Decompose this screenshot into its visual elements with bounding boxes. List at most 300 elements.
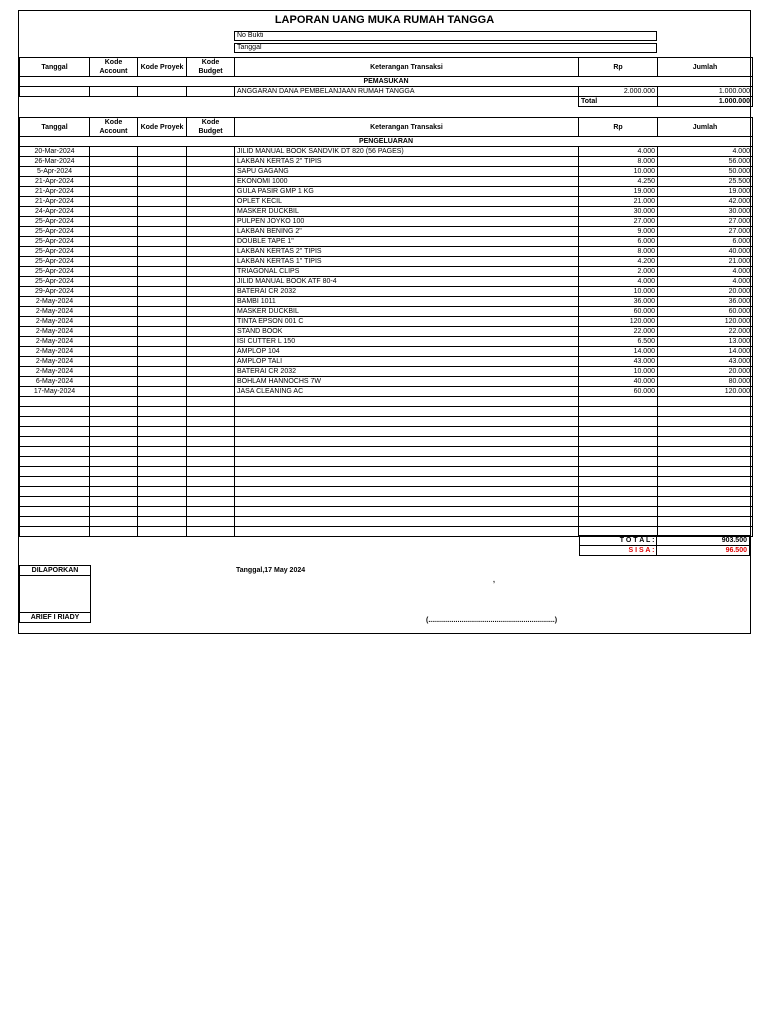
table-row xyxy=(20,387,753,397)
cell-keterangan xyxy=(235,517,579,527)
cell-kode-budget xyxy=(187,157,235,167)
report-sheet xyxy=(18,10,751,634)
table-row xyxy=(20,497,753,507)
cell-keterangan xyxy=(235,487,579,497)
cell-keterangan xyxy=(235,457,579,467)
cell-kode-account xyxy=(90,287,138,297)
signer-name: ARIEF I RIADY xyxy=(20,612,90,622)
table-row xyxy=(20,427,753,437)
table-row xyxy=(20,437,753,447)
cell-tanggal: 25-Apr-2024 xyxy=(20,257,90,267)
cell-kode-account xyxy=(90,157,138,167)
cell-keterangan xyxy=(235,407,579,417)
cell-tanggal xyxy=(20,507,90,517)
cell-kode-proyek xyxy=(138,427,187,437)
cell-keterangan: GULA PASIR GMP 1 KG xyxy=(235,187,579,197)
cell-jumlah: 40.000 xyxy=(658,247,753,257)
cell-kode-budget xyxy=(187,387,235,397)
cell-tanggal xyxy=(20,487,90,497)
cell-kode-proyek xyxy=(138,167,187,177)
cell-rp xyxy=(579,507,658,517)
col-rp: Rp xyxy=(579,118,658,137)
cell-keterangan xyxy=(235,437,579,447)
cell-kode-budget xyxy=(187,507,235,517)
cell-rp xyxy=(579,407,658,417)
cell-tanggal: 25-Apr-2024 xyxy=(20,277,90,287)
cell-kode-proyek xyxy=(138,507,187,517)
cell-kode-account xyxy=(90,447,138,457)
cell-kode-budget xyxy=(187,357,235,367)
table-row xyxy=(20,457,753,467)
cell-kode-proyek xyxy=(138,357,187,367)
cell-tanggal: 2-May-2024 xyxy=(20,327,90,337)
signature-line: (.................................................................) xyxy=(426,617,558,624)
cell-kode-budget xyxy=(187,417,235,427)
cell-kode-proyek xyxy=(138,267,187,277)
cell-tanggal: 21-Apr-2024 xyxy=(20,197,90,207)
cell-kode-budget xyxy=(187,247,235,257)
cell-kode-budget xyxy=(187,267,235,277)
cell-kode-budget xyxy=(187,327,235,337)
cell-keterangan: PULPEN JOYKO 100 xyxy=(235,217,579,227)
cell-kode-proyek xyxy=(138,367,187,377)
cell-tanggal: 2-May-2024 xyxy=(20,337,90,347)
cell-jumlah xyxy=(658,407,753,417)
cell-tanggal xyxy=(20,87,90,97)
cell-kode-proyek xyxy=(138,447,187,457)
cell-kode-account xyxy=(90,167,138,177)
pengeluaran-label: PENGELUARAN xyxy=(20,137,753,147)
cell-jumlah: 27.000 xyxy=(658,227,753,237)
cell-tanggal xyxy=(20,467,90,477)
cell-kode-proyek xyxy=(138,417,187,427)
cell-tanggal: 25-Apr-2024 xyxy=(20,267,90,277)
cell-tanggal xyxy=(20,427,90,437)
cell-tanggal xyxy=(20,477,90,487)
table-row xyxy=(20,357,753,367)
table-row xyxy=(20,267,753,277)
cell-rp: 14.000 xyxy=(579,347,658,357)
cell-jumlah: 4.000 xyxy=(658,277,753,287)
cell-rp: 36.000 xyxy=(579,297,658,307)
cell-rp: 30.000 xyxy=(579,207,658,217)
table-row xyxy=(20,417,753,427)
cell-kode-budget xyxy=(187,517,235,527)
cell-kode-account xyxy=(90,357,138,367)
table-row xyxy=(20,327,753,337)
cell-rp: 6.500 xyxy=(579,337,658,347)
cell-keterangan xyxy=(235,507,579,517)
cell-keterangan: ISI CUTTER L 150 xyxy=(235,337,579,347)
cell-rp: 43.000 xyxy=(579,357,658,367)
cell-kode-account xyxy=(90,467,138,477)
cell-keterangan: BATERAI CR 2032 xyxy=(235,287,579,297)
cell-kode-budget xyxy=(187,467,235,477)
cell-rp: 8.000 xyxy=(579,247,658,257)
cell-kode-budget xyxy=(187,527,235,537)
cell-kode-proyek xyxy=(138,437,187,447)
cell-jumlah: 27.000 xyxy=(658,217,753,227)
cell-rp: 4.200 xyxy=(579,257,658,267)
cell-kode-budget xyxy=(187,447,235,457)
cell-keterangan: BOHLAM HANNOCHS 7W xyxy=(235,377,579,387)
cell-jumlah: 14.000 xyxy=(658,347,753,357)
cell-rp: 27.000 xyxy=(579,217,658,227)
cell-jumlah: 43.000 xyxy=(658,357,753,367)
cell-jumlah: 30.000 xyxy=(658,207,753,217)
sisa-label: S I S A : xyxy=(580,546,657,556)
cell-rp: 10.000 xyxy=(579,287,658,297)
cell-jumlah: 36.000 xyxy=(658,297,753,307)
cell-kode-budget xyxy=(187,227,235,237)
cell-kode-account xyxy=(90,247,138,257)
cell-kode-budget xyxy=(187,477,235,487)
cell-kode-budget xyxy=(187,257,235,267)
cell-kode-account xyxy=(90,317,138,327)
tanggal-field[interactable]: Tanggal xyxy=(234,43,657,53)
cell-jumlah: 4.000 xyxy=(658,267,753,277)
cell-rp: 2.000 xyxy=(579,267,658,277)
cell-kode-budget xyxy=(187,307,235,317)
cell-jumlah xyxy=(658,517,753,527)
cell-rp xyxy=(579,447,658,457)
table-row xyxy=(20,377,753,387)
cell-keterangan: EKONOMI 1000 xyxy=(235,177,579,187)
cell-keterangan: MASKER DUCKBIL xyxy=(235,307,579,317)
cell-rp xyxy=(579,457,658,467)
cell-kode-account xyxy=(90,417,138,427)
cell-kode-account xyxy=(90,237,138,247)
cell-jumlah: 6.000 xyxy=(658,237,753,247)
cell-keterangan xyxy=(235,427,579,437)
cell-kode-account xyxy=(90,327,138,337)
cell-tanggal: 2-May-2024 xyxy=(20,367,90,377)
table-row xyxy=(20,197,753,207)
col-keterangan: Keterangan Transaksi xyxy=(235,58,579,77)
cell-rp xyxy=(579,467,658,477)
cell-kode-budget xyxy=(187,207,235,217)
cell-kode-proyek xyxy=(138,517,187,527)
pemasukan-total-label: Total xyxy=(579,97,658,107)
cell-tanggal: 17-May-2024 xyxy=(20,387,90,397)
col-kode-budget: Kode Budget xyxy=(187,58,235,77)
cell-kode-account xyxy=(90,217,138,227)
table-row xyxy=(20,227,753,237)
table-row xyxy=(20,367,753,377)
cell-jumlah xyxy=(658,487,753,497)
cell-kode-proyek xyxy=(138,187,187,197)
cell-kode-proyek xyxy=(138,347,187,357)
cell-keterangan xyxy=(235,527,579,537)
cell-tanggal xyxy=(20,397,90,407)
cell-kode-account xyxy=(90,437,138,447)
cell-rp: 4.000 xyxy=(579,147,658,157)
cell-kode-budget xyxy=(187,167,235,177)
cell-jumlah xyxy=(658,397,753,407)
cell-jumlah: 120.000 xyxy=(658,387,753,397)
cell-keterangan xyxy=(235,417,579,427)
cell-kode-budget xyxy=(187,187,235,197)
table-row xyxy=(20,217,753,227)
cell-keterangan xyxy=(235,497,579,507)
cell-kode-proyek xyxy=(138,157,187,167)
cell-kode-account xyxy=(90,177,138,187)
cell-tanggal: 25-Apr-2024 xyxy=(20,217,90,227)
cell-kode-budget xyxy=(187,337,235,347)
table-row xyxy=(20,397,753,407)
cell-rp: 10.000 xyxy=(579,167,658,177)
cell-kode-account xyxy=(90,207,138,217)
cell-jumlah xyxy=(658,437,753,447)
table-row xyxy=(20,337,753,347)
cell-kode-account xyxy=(90,187,138,197)
cell-kode-proyek xyxy=(138,317,187,327)
pemasukan-table xyxy=(19,57,753,107)
no-bukti-field[interactable]: No Bukti xyxy=(234,31,657,41)
cell-keterangan: STAND BOOK xyxy=(235,327,579,337)
cell-rp: 4.250 xyxy=(579,177,658,187)
col-jumlah: Jumlah xyxy=(658,58,753,77)
cell-jumlah xyxy=(658,497,753,507)
cell-kode-proyek xyxy=(138,287,187,297)
cell-keterangan: ANGGARAN DANA PEMBELANJAAN RUMAH TANGGA xyxy=(235,87,579,97)
table-row xyxy=(20,517,753,527)
cell-kode-budget xyxy=(187,497,235,507)
col-kode-proyek: Kode Proyek xyxy=(138,118,187,137)
cell-tanggal: 21-Apr-2024 xyxy=(20,177,90,187)
total-value: 903.500 xyxy=(657,536,750,546)
cell-kode-proyek xyxy=(138,327,187,337)
cell-kode-account xyxy=(90,477,138,487)
cell-keterangan xyxy=(235,477,579,487)
cell-kode-proyek xyxy=(138,297,187,307)
cell-kode-proyek xyxy=(138,397,187,407)
cell-tanggal xyxy=(20,457,90,467)
cell-tanggal: 29-Apr-2024 xyxy=(20,287,90,297)
cell-rp: 2.000.000 xyxy=(579,87,658,97)
cell-kode-proyek xyxy=(138,457,187,467)
cell-jumlah: 50.000 xyxy=(658,167,753,177)
cell-kode-account xyxy=(90,367,138,377)
cell-tanggal: 2-May-2024 xyxy=(20,347,90,357)
cell-tanggal: 25-Apr-2024 xyxy=(20,237,90,247)
cell-kode-account xyxy=(90,377,138,387)
cell-tanggal xyxy=(20,517,90,527)
cell-jumlah: 80.000 xyxy=(658,377,753,387)
pemasukan-label: PEMASUKAN xyxy=(20,77,753,87)
cell-kode-account xyxy=(90,277,138,287)
cell-keterangan xyxy=(235,397,579,407)
table-row xyxy=(20,467,753,477)
col-tanggal: Tanggal xyxy=(20,58,90,77)
cell-kode-proyek xyxy=(138,227,187,237)
cell-jumlah xyxy=(658,447,753,457)
cell-kode-account xyxy=(90,257,138,267)
cell-rp: 60.000 xyxy=(579,387,658,397)
table-row xyxy=(20,147,753,157)
cell-kode-account xyxy=(90,267,138,277)
table-row xyxy=(20,237,753,247)
cell-kode-budget xyxy=(187,147,235,157)
cell-tanggal: 5-Apr-2024 xyxy=(20,167,90,177)
cell-jumlah xyxy=(658,507,753,517)
cell-kode-account xyxy=(90,397,138,407)
cell-rp: 6.000 xyxy=(579,237,658,247)
cell-kode-account xyxy=(90,487,138,497)
cell-kode-budget xyxy=(187,177,235,187)
cell-tanggal xyxy=(20,497,90,507)
cell-kode-budget xyxy=(187,367,235,377)
cell-rp xyxy=(579,397,658,407)
cell-tanggal: 25-Apr-2024 xyxy=(20,247,90,257)
cell-kode-budget xyxy=(187,407,235,417)
cell-tanggal: 26-Mar-2024 xyxy=(20,157,90,167)
cell-kode-proyek xyxy=(138,307,187,317)
cell-kode-budget xyxy=(187,217,235,227)
table-row xyxy=(20,287,753,297)
cell-rp xyxy=(579,497,658,507)
cell-kode-account xyxy=(90,407,138,417)
cell-keterangan: OPLET KECIL xyxy=(235,197,579,207)
cell-jumlah: 1.000.000 xyxy=(658,87,753,97)
cell-keterangan: TINTA EPSON 001 C xyxy=(235,317,579,327)
cell-tanggal: 21-Apr-2024 xyxy=(20,187,90,197)
col-tanggal: Tanggal xyxy=(20,118,90,137)
cell-tanggal xyxy=(20,447,90,457)
cell-jumlah: 20.000 xyxy=(658,287,753,297)
cell-rp xyxy=(579,437,658,447)
table-row xyxy=(20,307,753,317)
cell-kode-budget xyxy=(187,377,235,387)
cell-keterangan: SAPU GAGANG xyxy=(235,167,579,177)
comma-mark: , xyxy=(493,577,495,584)
cell-kode-proyek xyxy=(138,147,187,157)
table-row xyxy=(20,347,753,357)
cell-jumlah: 4.000 xyxy=(658,147,753,157)
table-row xyxy=(20,257,753,267)
cell-kode-proyek xyxy=(138,257,187,267)
cell-kode-budget xyxy=(187,347,235,357)
cell-kode-proyek xyxy=(138,237,187,247)
cell-keterangan: AMPLOP TALI xyxy=(235,357,579,367)
cell-kode-proyek xyxy=(138,407,187,417)
cell-kode-proyek xyxy=(138,487,187,497)
cell-kode-proyek xyxy=(138,337,187,347)
cell-keterangan: LAKBAN KERTAS 1" TIPIS xyxy=(235,257,579,267)
table-row xyxy=(20,477,753,487)
cell-jumlah xyxy=(658,417,753,427)
table-row xyxy=(20,317,753,327)
cell-tanggal: 2-May-2024 xyxy=(20,357,90,367)
signature-box xyxy=(19,565,91,623)
table-row xyxy=(20,507,753,517)
cell-kode-account xyxy=(90,527,138,537)
cell-kode-budget xyxy=(187,297,235,307)
cell-keterangan: JILID MANUAL BOOK SANDVIK DT 820 (56 PAGES) xyxy=(235,147,579,157)
cell-keterangan: TRIAGONAL CLIPS xyxy=(235,267,579,277)
cell-tanggal xyxy=(20,407,90,417)
cell-rp xyxy=(579,517,658,527)
table-row xyxy=(20,297,753,307)
cell-rp: 40.000 xyxy=(579,377,658,387)
cell-keterangan: LAKBAN BENING 2" xyxy=(235,227,579,237)
cell-jumlah: 56.000 xyxy=(658,157,753,167)
cell-kode-account xyxy=(90,197,138,207)
cell-kode-proyek xyxy=(138,277,187,287)
cell-kode-budget xyxy=(187,197,235,207)
cell-kode-account xyxy=(90,517,138,527)
cell-rp: 9.000 xyxy=(579,227,658,237)
table-row xyxy=(20,487,753,497)
sisa-value: 96.500 xyxy=(657,546,750,556)
cell-kode-budget xyxy=(187,237,235,247)
cell-rp xyxy=(579,477,658,487)
cell-kode-proyek xyxy=(138,207,187,217)
cell-rp: 10.000 xyxy=(579,367,658,377)
cell-rp: 120.000 xyxy=(579,317,658,327)
table-row xyxy=(20,407,753,417)
col-kode-budget: Kode Budget xyxy=(187,118,235,137)
cell-jumlah xyxy=(658,477,753,487)
cell-rp xyxy=(579,427,658,437)
table-row xyxy=(20,157,753,167)
cell-kode-account xyxy=(90,297,138,307)
cell-keterangan: BATERAI CR 2032 xyxy=(235,367,579,377)
table-row xyxy=(20,277,753,287)
cell-kode-account xyxy=(90,227,138,237)
cell-kode-account xyxy=(90,497,138,507)
cell-kode-proyek xyxy=(138,247,187,257)
report-date: Tanggal,17 May 2024 xyxy=(236,567,306,574)
cell-kode-proyek xyxy=(138,197,187,207)
cell-kode-proyek xyxy=(138,177,187,187)
cell-kode-proyek xyxy=(138,527,187,537)
report-title: LAPORAN UANG MUKA RUMAH TANGGA xyxy=(274,14,495,26)
table-row xyxy=(20,187,753,197)
cell-jumlah: 21.000 xyxy=(658,257,753,267)
cell-kode-account xyxy=(90,427,138,437)
table-row xyxy=(20,247,753,257)
cell-keterangan: JILID MANUAL BOOK ATF 80-4 xyxy=(235,277,579,287)
cell-jumlah: 60.000 xyxy=(658,307,753,317)
cell-rp: 8.000 xyxy=(579,157,658,167)
cell-kode-budget xyxy=(187,457,235,467)
cell-jumlah xyxy=(658,467,753,477)
cell-kode-proyek xyxy=(138,467,187,477)
cell-tanggal: 24-Apr-2024 xyxy=(20,207,90,217)
cell-kode-budget xyxy=(187,317,235,327)
cell-tanggal xyxy=(20,527,90,537)
table-row xyxy=(20,177,753,187)
cell-rp xyxy=(579,487,658,497)
cell-tanggal: 25-Apr-2024 xyxy=(20,227,90,237)
cell-rp xyxy=(579,417,658,427)
cell-rp: 19.000 xyxy=(579,187,658,197)
cell-tanggal: 20-Mar-2024 xyxy=(20,147,90,157)
cell-kode-budget xyxy=(187,437,235,447)
cell-rp: 60.000 xyxy=(579,307,658,317)
total-label: T O T A L : xyxy=(580,536,657,546)
cell-kode-account xyxy=(90,387,138,397)
pengeluaran-table xyxy=(19,117,753,537)
cell-tanggal: 2-May-2024 xyxy=(20,307,90,317)
cell-tanggal: 6-May-2024 xyxy=(20,377,90,387)
cell-tanggal xyxy=(20,417,90,427)
cell-rp: 21.000 xyxy=(579,197,658,207)
cell-jumlah: 25.500 xyxy=(658,177,753,187)
cell-tanggal xyxy=(20,437,90,447)
cell-kode-account xyxy=(90,87,138,97)
